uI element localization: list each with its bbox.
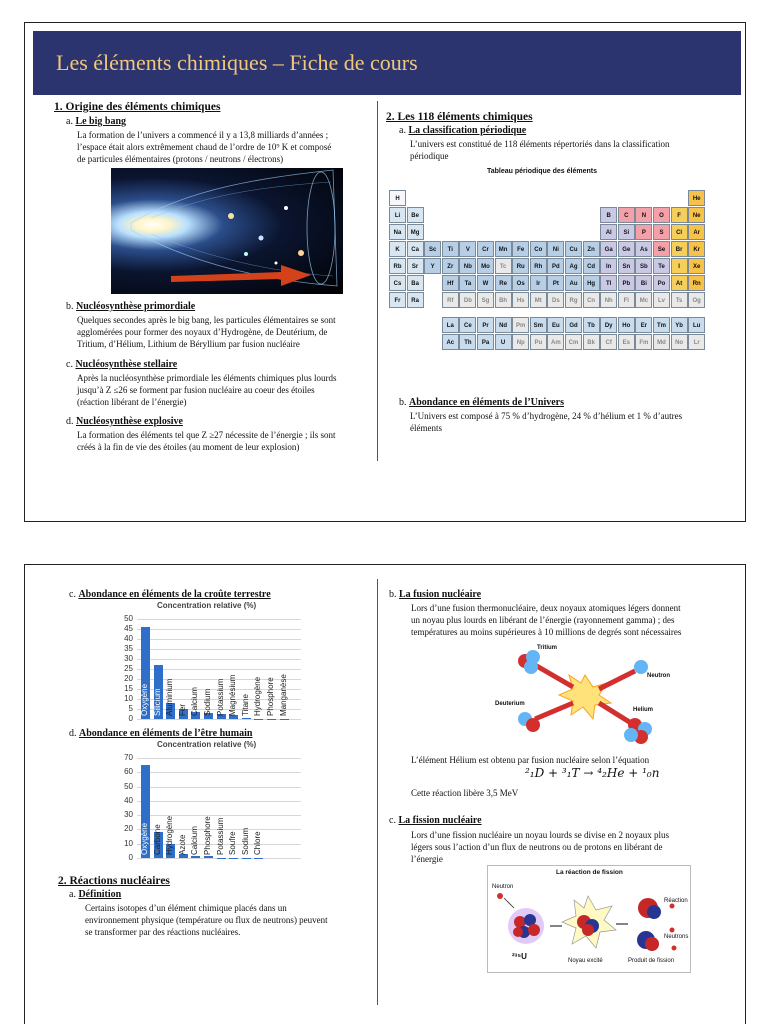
bar-category-label: Hydrogène [165, 815, 175, 855]
grid-line [137, 629, 301, 630]
actinide-cell: Am [547, 334, 564, 350]
page-title: Les éléments chimiques – Fiche de cours [56, 50, 418, 75]
big-bang-text: La formation de l’univers a commencé il y a 13,8 milliards d’années ; l’espace était alors extrêmement chaud de l’ordre de 10⁹ K et composé de particules élémentaires (protons / neutrons / électrons) [77, 130, 332, 164]
actinide-cell: Bk [583, 334, 600, 350]
lanthanide-cell: Er [635, 317, 652, 333]
primordial-text: Quelques secondes après le big bang, les particules élémentaires se sont agglomérées pour former des noyaux d’Hydrogène, de Deutérium, de Tritium, d’Hélium, Lithium de Béryllium par fusion nucléaire [77, 315, 336, 349]
element-cell: Rf [442, 292, 459, 308]
element-cell: N [635, 207, 652, 223]
section-2-reactions-title: 2. Réactions nucléaires [58, 875, 170, 887]
grid-line [137, 659, 301, 660]
y-tick-label: 70 [124, 753, 133, 762]
element-cell: Ts [671, 292, 688, 308]
chart-title: Concentration relative (%) [157, 740, 257, 749]
bar-category-label: Aluminium [165, 678, 175, 716]
bar-category-label: Azote [177, 834, 187, 855]
fusion-label-deuterium: Deuterium [495, 701, 525, 707]
fission-diagram [487, 865, 691, 973]
element-cell: K [389, 241, 406, 257]
element-cell: Sb [635, 258, 652, 274]
actinide-cell: Cf [600, 334, 617, 350]
grid-line [137, 639, 301, 640]
element-cell: In [600, 258, 617, 274]
element-cell: Mn [495, 241, 512, 257]
element-cell: Mg [407, 224, 424, 240]
y-tick-label: 50 [124, 781, 133, 791]
lanthanide-cell: Nd [495, 317, 512, 333]
bar-category-label: Manganèse [278, 674, 288, 716]
subsection-stellar: c. Nucléosynthèse stellaire [66, 359, 178, 370]
big-bang-illustration [111, 168, 343, 294]
element-cell: V [459, 241, 476, 257]
bar-category-label: Oxygène [140, 683, 149, 716]
element-cell: Ar [688, 224, 705, 240]
lanthanide-cell: Ce [459, 317, 476, 333]
grid-line [137, 801, 301, 802]
fusion-equation-intro: L’élément Hélium est obtenu par fusion nucléaire selon l’équation [411, 755, 650, 765]
actinide-cell: Ac [442, 334, 459, 350]
fusion-label-neutron: Neutron [647, 673, 670, 679]
bar-category-label: Calcium [190, 687, 200, 716]
element-cell: Na [389, 224, 406, 240]
actinide-cell: Np [512, 334, 529, 350]
explosive-text: La formation des éléments tel que Z ≥27 nécessite de l’énergie ; ils sont créés à la fin de vie des étoiles (au moment de leur explosion) [77, 430, 336, 452]
fission-label-excited: Noyau excité [568, 958, 603, 964]
element-cell: Pd [547, 258, 564, 274]
element-cell: H [389, 190, 406, 206]
bar-category-label: Phosphore [203, 816, 212, 855]
page-title-banner [33, 31, 741, 95]
element-cell: Db [459, 292, 476, 308]
lanthanide-cell: Pr [477, 317, 494, 333]
section-1-title: 1. Origine des éléments chimiques [54, 101, 221, 113]
bar [191, 856, 200, 858]
fission-label-neutron: Neutron [492, 884, 514, 890]
element-cell: Cd [583, 258, 600, 274]
element-cell: Mo [477, 258, 494, 274]
bar-category-label: Magnésium [228, 674, 238, 716]
actinide-cell: Md [653, 334, 670, 350]
y-tick-label: 50 [124, 614, 133, 623]
lanthanide-cell: Ho [618, 317, 635, 333]
element-cell: Ta [459, 275, 476, 291]
element-cell: Bh [495, 292, 512, 308]
element-cell: Sc [424, 241, 441, 257]
element-cell: Se [653, 241, 670, 257]
fission-label-products: Produit de fission [628, 958, 675, 964]
element-cell: At [671, 275, 688, 291]
element-cell: Sn [618, 258, 635, 274]
lanthanide-cell: Tm [653, 317, 670, 333]
y-tick-label: 45 [124, 624, 133, 633]
y-tick-label: 40 [124, 795, 133, 805]
bar-category-label: Potassium [215, 817, 225, 855]
lanthanide-cell: Yb [671, 317, 688, 333]
element-cell: Au [565, 275, 582, 291]
lanthanide-cell: Gd [565, 317, 582, 333]
grid-line [137, 758, 301, 759]
subsection-fusion: b. La fusion nucléaire [389, 589, 482, 600]
grid-line [137, 858, 301, 859]
human-abundance-chart [115, 740, 305, 862]
bar-category-label: Sodium [240, 827, 250, 855]
crust-abundance-chart [115, 601, 305, 723]
subsection-classification: a. La classification périodique [399, 125, 527, 136]
y-tick-label: 10 [124, 838, 133, 848]
element-cell: Co [530, 241, 547, 257]
element-cell: Cs [389, 275, 406, 291]
element-cell: Ti [442, 241, 459, 257]
element-cell: Hf [442, 275, 459, 291]
subsection-fission: c. La fission nucléaire [389, 815, 482, 826]
grid-line [137, 619, 301, 620]
element-cell: Be [407, 207, 424, 223]
fission-title: La réaction de fission [556, 869, 623, 876]
fusion-energy-text: Cette réaction libère 3,5 MeV [411, 788, 519, 798]
element-cell: Ru [512, 258, 529, 274]
element-cell: Zn [583, 241, 600, 257]
big-bang-image [111, 168, 343, 294]
periodic-table-title: Tableau périodique des éléments [487, 168, 597, 175]
classification-text: L’univers est constitué de 118 éléments répertoriés dans la classification périodique [410, 139, 670, 161]
subsection-big-bang: a. Le big bang [66, 116, 127, 127]
y-tick-label: 20 [124, 824, 133, 834]
actinide-cell: No [671, 334, 688, 350]
element-cell: Pb [618, 275, 635, 291]
section-2-title: 2. Les 118 éléments chimiques [386, 111, 533, 123]
element-cell: Cl [671, 224, 688, 240]
lanthanide-cell: Lu [688, 317, 705, 333]
actinide-cell: U [495, 334, 512, 350]
fission-label-neutrons: Neutrons [664, 934, 689, 940]
bar-category-label: Chlore [253, 831, 263, 855]
element-cell: Rn [688, 275, 705, 291]
element-cell: Ag [565, 258, 582, 274]
element-cell: Y [424, 258, 441, 274]
fission-label-uranium: ²³⁵U [512, 952, 527, 961]
element-cell: Hg [583, 275, 600, 291]
element-cell: F [671, 207, 688, 223]
fusion-label-helium: Helium [633, 707, 654, 713]
fusion-text: Lors d’une fusion thermonucléaire, deux noyaux atomiques légers donnent un noyau plus lourds en libérant de l’énergie (rayonnement gamma) ; des températures au moins supérieures à 10 millions de degrés sont nécessaires [411, 603, 682, 637]
fusion-diagram [495, 645, 675, 745]
element-cell: He [688, 190, 705, 206]
element-cell: Si [618, 224, 635, 240]
subsection-human-abundance: d. Abondance en éléments de l’être humain [69, 728, 253, 739]
element-cell: Ds [547, 292, 564, 308]
element-cell: Cn [583, 292, 600, 308]
subsection-crust-abundance: c. Abondance en éléments de la croûte terrestre [69, 589, 271, 600]
element-cell: Cr [477, 241, 494, 257]
actinide-cell: Es [618, 334, 635, 350]
lanthanide-cell: Tb [583, 317, 600, 333]
element-cell: Re [495, 275, 512, 291]
column-divider [377, 101, 378, 461]
y-tick-label: 5 [128, 704, 133, 713]
y-tick-label: 10 [124, 694, 133, 703]
y-tick-label: 60 [124, 767, 133, 777]
element-cell: Xe [688, 258, 705, 274]
element-cell: Mt [530, 292, 547, 308]
subsection-universe-abundance: b. Abondance en éléments de l’Univers [399, 397, 564, 408]
element-cell: Ca [407, 241, 424, 257]
page-2 [24, 564, 746, 1024]
fusion-equation: ²₁D + ³₁T → ⁴₂He + ¹₀n [525, 766, 660, 780]
element-cell: Fl [618, 292, 635, 308]
y-tick-label: 25 [124, 664, 133, 673]
element-cell: P [635, 224, 652, 240]
element-cell: Nh [600, 292, 617, 308]
element-cell: C [618, 207, 635, 223]
bar-category-label: Hydrogène [253, 676, 263, 716]
bar-category-label: Phosphore [266, 677, 275, 716]
element-cell: Fe [512, 241, 529, 257]
bar-category-label: Soufre [228, 831, 238, 855]
element-cell: Li [389, 207, 406, 223]
element-cell: Ge [618, 241, 635, 257]
actinide-cell: Th [459, 334, 476, 350]
y-tick-label: 15 [124, 684, 133, 693]
element-cell: Fr [389, 292, 406, 308]
element-cell: Ra [407, 292, 424, 308]
fusion-label-tritium: Tritium [537, 645, 558, 651]
y-tick-label: 35 [124, 644, 133, 653]
element-cell: Ba [407, 275, 424, 291]
bar-category-label: Potassium [215, 678, 225, 716]
y-tick-label: 0 [128, 853, 133, 862]
periodic-table [387, 164, 715, 392]
element-cell: B [600, 207, 617, 223]
actinide-cell: Fm [635, 334, 652, 350]
bar-category-label: Carbone [152, 824, 162, 855]
actinide-cell: Pu [530, 334, 547, 350]
element-cell: Rb [389, 258, 406, 274]
fission-text: Lors d’une fission nucléaire un noyau lourds se divise en 2 noyaux plus légers sous l’action d’un flux de neutrons ou de protons en libérant de l’énergie [411, 830, 669, 864]
actinide-cell: Pa [477, 334, 494, 350]
element-cell: Po [653, 275, 670, 291]
element-cell: Hs [512, 292, 529, 308]
page-1 [24, 22, 746, 522]
bar-category-label: Titane [240, 694, 250, 716]
element-cell: Ga [600, 241, 617, 257]
lanthanide-cell: Dy [600, 317, 617, 333]
bar-category-label: Oxygène [140, 822, 149, 855]
element-cell: W [477, 275, 494, 291]
element-cell: Og [688, 292, 705, 308]
bar [242, 718, 251, 719]
definition-text: Certains isotopes d’un élément chimique placés dans un environnement physique (température ou flux de neutrons) peuvent se transformer par des réactions nucléaires. [85, 903, 328, 937]
lanthanide-cell: La [442, 317, 459, 333]
grid-line [137, 719, 301, 720]
stellar-text: Après la nucléosynthèse primordiale les éléments chimiques plus lourds jusqu’à Z ≤26 se forment par fusion nucléaire au coeur des étoiles (réaction libérant de l’énergie) [77, 373, 337, 407]
lanthanide-cell: Sm [530, 317, 547, 333]
element-cell: Pt [547, 275, 564, 291]
y-tick-label: 30 [124, 810, 133, 820]
element-cell: Sr [407, 258, 424, 274]
element-cell: Bi [635, 275, 652, 291]
y-tick-label: 40 [124, 634, 133, 643]
element-cell: Br [671, 241, 688, 257]
grid-line [137, 772, 301, 773]
y-tick-label: 30 [124, 654, 133, 663]
element-cell: Mc [635, 292, 652, 308]
element-cell: Cu [565, 241, 582, 257]
grid-line [137, 787, 301, 788]
fusion-illustration [495, 645, 675, 745]
element-cell: Tl [600, 275, 617, 291]
element-cell: Kr [688, 241, 705, 257]
element-cell: Tc [495, 258, 512, 274]
bar-category-label: Sodium [203, 688, 212, 716]
lanthanide-cell: Eu [547, 317, 564, 333]
bar-category-label: Silicium [152, 688, 162, 716]
element-cell: O [653, 207, 670, 223]
element-cell: S [653, 224, 670, 240]
subsection-explosive: d. Nucléosynthèse explosive [66, 416, 183, 427]
column-divider-2 [377, 579, 378, 1005]
fission-label-reaction: Réaction [664, 898, 688, 904]
element-cell: Lv [653, 292, 670, 308]
element-cell: Ne [688, 207, 705, 223]
lanthanide-cell: Pm [512, 317, 529, 333]
element-cell: Te [653, 258, 670, 274]
element-cell: Ir [530, 275, 547, 291]
element-cell: Zr [442, 258, 459, 274]
bar [204, 856, 213, 858]
subsection-definition: a. Définition [69, 889, 122, 900]
grid-line [137, 815, 301, 816]
element-cell: Os [512, 275, 529, 291]
chart-title: Concentration relative (%) [157, 601, 257, 610]
bar-category-label: Calcium [190, 826, 200, 855]
element-cell: As [635, 241, 652, 257]
universe-abundance-text: L’Univers est composé à 75 % d’hydrogène, 24 % d’hélium et 1 % d’autres éléments [410, 411, 683, 433]
actinide-cell: Lr [688, 334, 705, 350]
element-cell: Nb [459, 258, 476, 274]
y-tick-label: 0 [128, 714, 133, 723]
y-tick-label: 20 [124, 674, 133, 683]
bar-category-label: Fer [177, 704, 187, 716]
subsection-primordial: b. Nucléosynthèse primordiale [66, 301, 196, 312]
element-cell: Rg [565, 292, 582, 308]
element-cell: Sg [477, 292, 494, 308]
element-cell: Al [600, 224, 617, 240]
element-cell: Rh [530, 258, 547, 274]
element-cell: Ni [547, 241, 564, 257]
actinide-cell: Cm [565, 334, 582, 350]
element-cell: I [671, 258, 688, 274]
grid-line [137, 649, 301, 650]
